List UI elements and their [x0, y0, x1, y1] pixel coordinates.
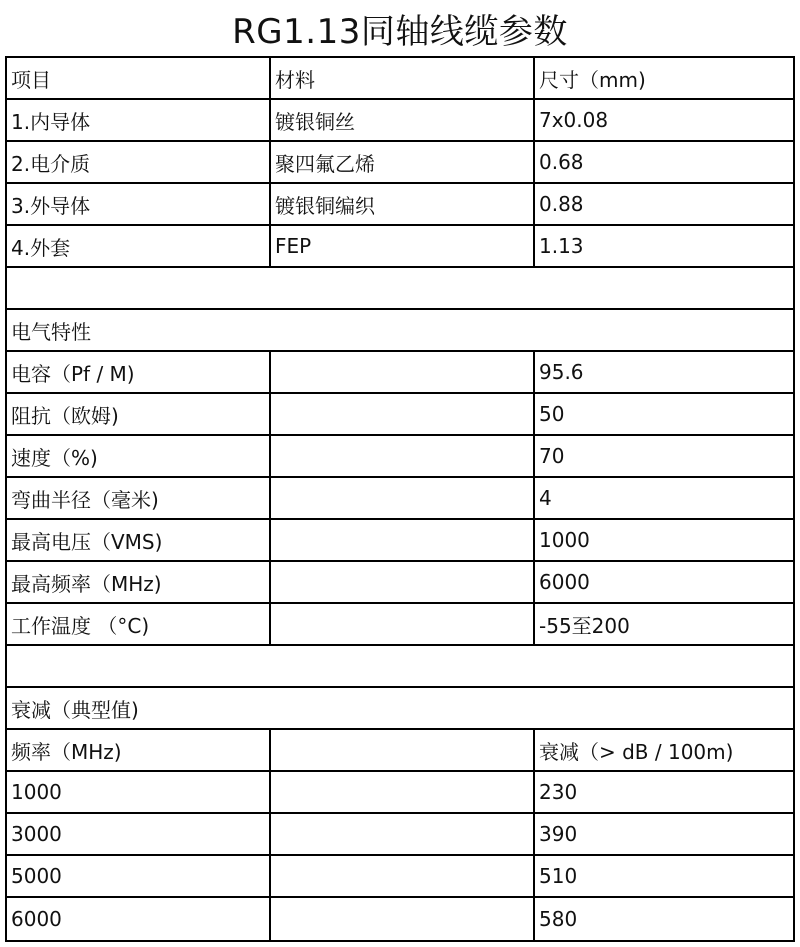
table-cell: 1000 — [7, 772, 271, 812]
table-row — [7, 520, 795, 562]
header-cell-frequency: 频率（MHz) — [7, 730, 271, 770]
table-cell: 230 — [535, 772, 795, 812]
table-cell: 95.6 — [535, 352, 795, 392]
table-cell: 电容（Pf / M) — [7, 352, 271, 392]
table-cell: 聚四氟乙烯 — [271, 142, 535, 182]
table-header-row — [7, 58, 795, 100]
table-cell: 镀银铜丝 — [271, 100, 535, 140]
table-row — [7, 856, 795, 898]
table-cell: 速度（%) — [7, 436, 271, 476]
table-row — [7, 436, 795, 478]
table-cell: 5000 — [7, 856, 271, 896]
table-cell: 50 — [535, 394, 795, 434]
table-cell: 4 — [535, 478, 795, 518]
header-cell-material: 材料 — [271, 58, 535, 98]
table-row — [7, 898, 795, 942]
table-cell: 2.电介质 — [7, 142, 271, 182]
table-cell — [271, 898, 535, 940]
header-cell-size: 尺寸（mm) — [535, 58, 795, 98]
table-row — [7, 352, 795, 394]
table-row — [7, 562, 795, 604]
table-cell: 70 — [535, 436, 795, 476]
table-cell — [271, 478, 535, 518]
table-row — [7, 142, 795, 184]
spec-table — [5, 56, 795, 942]
table-cell: 最高频率（MHz) — [7, 562, 271, 602]
table-row — [7, 184, 795, 226]
table-cell: 6000 — [535, 562, 795, 602]
table-cell: 510 — [535, 856, 795, 896]
table-cell: 阻抗（欧姆) — [7, 394, 271, 434]
attenuation-header-row — [7, 730, 795, 772]
table-row — [7, 604, 795, 646]
table-cell — [271, 436, 535, 476]
table-cell: 1000 — [535, 520, 795, 560]
table-row — [7, 772, 795, 814]
header-cell-attenuation: 衰减（> dB / 100m) — [535, 730, 795, 770]
table-cell — [271, 856, 535, 896]
blank-cell — [7, 646, 795, 686]
table-cell: 工作温度 （°C) — [7, 604, 271, 644]
section-heading-attenuation: 衰减（典型值) — [7, 688, 795, 728]
table-cell: 3000 — [7, 814, 271, 854]
table-cell: 0.68 — [535, 142, 795, 182]
blank-row — [7, 268, 795, 310]
table-cell — [271, 562, 535, 602]
table-row — [7, 478, 795, 520]
table-cell — [271, 772, 535, 812]
section-heading-row — [7, 688, 795, 730]
blank-row — [7, 646, 795, 688]
table-cell — [271, 352, 535, 392]
table-cell: 3.外导体 — [7, 184, 271, 224]
section-heading-row — [7, 310, 795, 352]
table-row — [7, 226, 795, 268]
table-cell — [271, 730, 535, 770]
table-row — [7, 100, 795, 142]
table-cell: 390 — [535, 814, 795, 854]
header-cell-item: 项目 — [7, 58, 271, 98]
table-cell: 6000 — [7, 898, 271, 940]
table-cell: 最高电压（VMS) — [7, 520, 271, 560]
table-row — [7, 814, 795, 856]
table-cell: 镀银铜编织 — [271, 184, 535, 224]
table-cell: 4.外套 — [7, 226, 271, 266]
table-cell — [271, 520, 535, 560]
section-heading-electrical: 电气特性 — [7, 310, 795, 350]
table-cell: 0.88 — [535, 184, 795, 224]
table-cell — [271, 394, 535, 434]
blank-cell — [7, 268, 795, 308]
table-cell: 1.内导体 — [7, 100, 271, 140]
table-cell: FEP — [271, 226, 535, 266]
table-cell — [271, 604, 535, 644]
page-title: RG1.13同轴线缆参数 — [232, 11, 568, 52]
table-cell — [271, 814, 535, 854]
table-cell: 7x0.08 — [535, 100, 795, 140]
table-cell: -55至200 — [535, 604, 795, 644]
table-cell: 1.13 — [535, 226, 795, 266]
table-row — [7, 394, 795, 436]
table-cell: 弯曲半径（毫米) — [7, 478, 271, 518]
table-cell: 580 — [535, 898, 795, 940]
